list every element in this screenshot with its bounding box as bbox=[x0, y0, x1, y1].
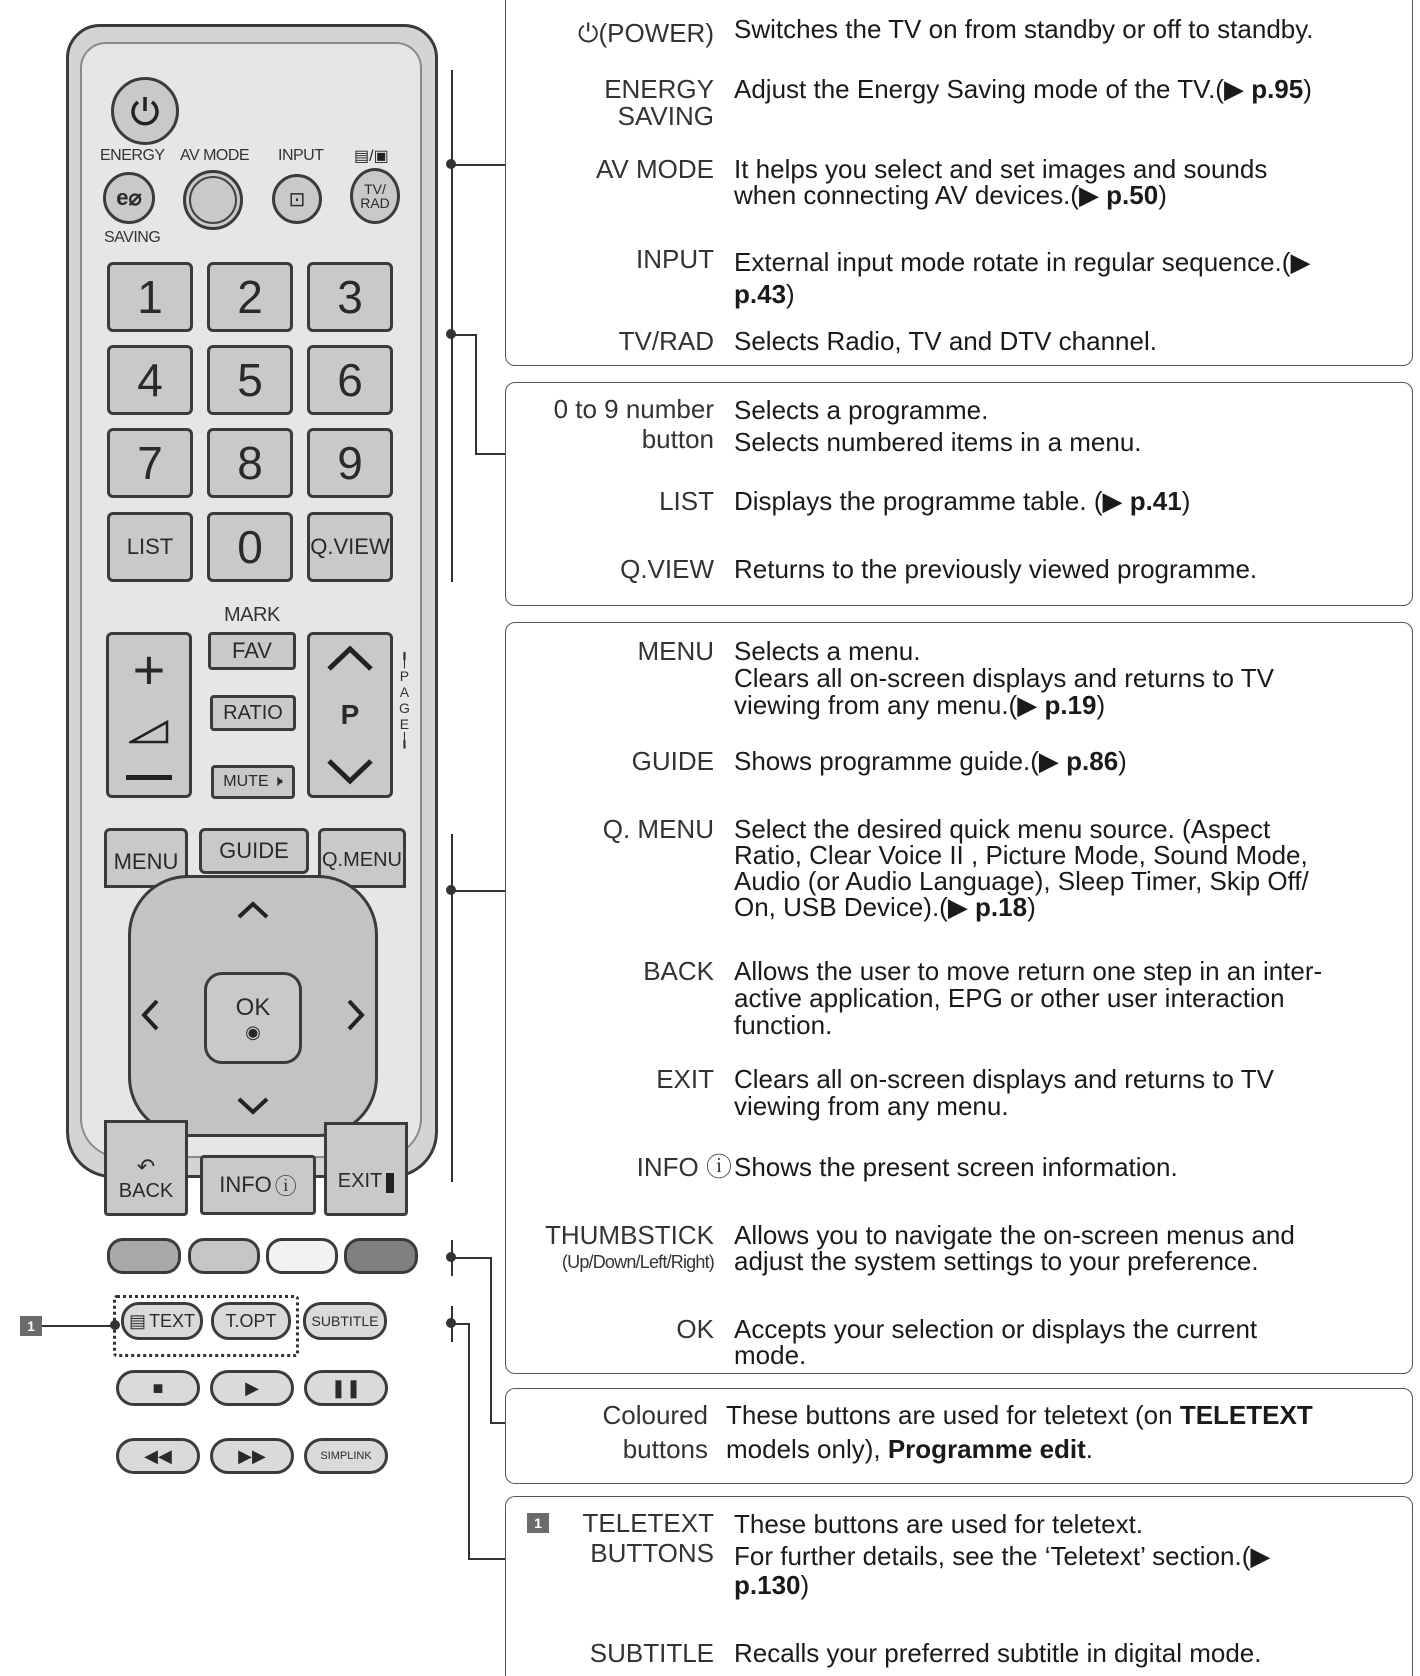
text-button[interactable] bbox=[121, 1302, 203, 1340]
back-term: BACK bbox=[643, 956, 714, 986]
arrow-icon: ▶ bbox=[1078, 180, 1107, 210]
leaf-icon: e⌀ bbox=[116, 185, 142, 210]
volume-rocker[interactable] bbox=[106, 632, 192, 798]
red-colour-button[interactable] bbox=[107, 1238, 181, 1274]
callout-marker-dot bbox=[110, 1320, 120, 1330]
nav-right-icon[interactable] bbox=[346, 998, 366, 1032]
list-desc: Displays the programme table. (▶ p.41) bbox=[734, 486, 1191, 516]
number-button-3[interactable]: 3 bbox=[307, 262, 393, 332]
input-icon: ⊡ bbox=[288, 188, 306, 211]
input-term: INPUT bbox=[636, 244, 714, 274]
number-button-2[interactable]: 2 bbox=[207, 262, 293, 332]
input-label: INPUT bbox=[278, 147, 324, 164]
back-desc: Allows the user to move return one step in an inter- active application, EPG or other user interaction function. bbox=[734, 956, 1323, 1040]
arrow-icon: ▶ bbox=[1102, 486, 1130, 516]
energy-label: ENERGY bbox=[100, 147, 165, 164]
thumbstick-term: THUMBSTICK (Up/Down/Left/Right) bbox=[545, 1220, 714, 1272]
menu-term: MENU bbox=[637, 636, 714, 666]
number-button-6[interactable]: 6 bbox=[307, 345, 393, 415]
back-button[interactable] bbox=[104, 1120, 188, 1216]
bracket-colour-link3 bbox=[490, 1422, 505, 1424]
qmenu-desc: Select the desired quick menu source. (Aspect Ratio, Clear Voice II , Picture Mode, Sound Mode, Audio (or Audio Language), Sleep Timer, Skip Off/ On, USB Device).(▶ p.18) bbox=[734, 814, 1309, 922]
bracket-menu-link bbox=[451, 890, 505, 892]
tvrad-bottom-label: RAD bbox=[360, 195, 390, 211]
rewind-button[interactable] bbox=[116, 1438, 200, 1474]
exit-label: EXIT bbox=[337, 1170, 383, 1192]
volume-ramp-icon bbox=[129, 720, 169, 744]
energy-term: ENERGY SAVING bbox=[604, 74, 714, 131]
power-icon bbox=[127, 93, 163, 129]
guide-term: GUIDE bbox=[631, 746, 714, 776]
blue-colour-button[interactable] bbox=[344, 1238, 418, 1274]
play-button[interactable] bbox=[210, 1370, 294, 1406]
number-button-7[interactable]: 7 bbox=[107, 428, 193, 498]
bracket-top bbox=[451, 70, 453, 300]
coloured-desc: These buttons are used for teletext (on TELETEXT models only), Programme edit. bbox=[726, 1400, 1313, 1464]
simplink-logo-icon: SIMPLINK bbox=[320, 1450, 372, 1462]
subtitle-term: SUBTITLE bbox=[589, 1638, 714, 1668]
subtitle-button[interactable]: SUBTITLE bbox=[303, 1302, 387, 1340]
teletext-marker: 1 bbox=[527, 1513, 549, 1533]
page-letter-g: G bbox=[399, 700, 410, 716]
mute-label: MUTE bbox=[223, 773, 269, 790]
guide-desc: Shows programme guide.(▶ p.86) bbox=[734, 746, 1127, 776]
exit-door-icon bbox=[386, 1173, 394, 1193]
numbers-desc: Selects a programme. Selects numbered items in a menu. bbox=[734, 395, 1142, 457]
volume-minus-icon bbox=[126, 775, 172, 780]
input-desc: External input mode rotate in regular sequence.(▶ p.43) bbox=[734, 247, 1311, 309]
number-button-4[interactable]: 4 bbox=[107, 345, 193, 415]
bracket-subtitle-link1 bbox=[451, 1323, 469, 1325]
number-button-5[interactable]: 5 bbox=[207, 345, 293, 415]
play-icon: ▶ bbox=[245, 1377, 259, 1398]
mute-button[interactable] bbox=[211, 765, 295, 799]
mark-label: MARK bbox=[224, 604, 280, 626]
topt-button[interactable]: T.OPT bbox=[211, 1302, 291, 1340]
number-button-9[interactable]: 9 bbox=[307, 428, 393, 498]
stop-icon: ■ bbox=[152, 1377, 164, 1398]
qview-button[interactable]: Q.VIEW bbox=[307, 512, 393, 582]
back-label: BACK bbox=[118, 1180, 174, 1202]
ok-desc: Accepts your selection or displays the current mode. bbox=[734, 1314, 1258, 1370]
info-term: INFO ⓘ bbox=[636, 1152, 732, 1182]
chevron-down-icon bbox=[325, 757, 375, 785]
ok-label: OK bbox=[235, 993, 271, 1021]
arrow-icon: ▶ bbox=[1038, 746, 1067, 776]
tvrad-top-label: TV/ bbox=[364, 181, 386, 197]
qmenu-button[interactable]: Q.MENU bbox=[318, 828, 406, 888]
thumbstick-desc: Allows you to navigate the on-screen menus and adjust the system settings to your preference. bbox=[734, 1220, 1295, 1276]
page-arrow-down-icon: ╽ bbox=[400, 732, 409, 748]
power-desc: Switches the TV on from standby or off to standby. bbox=[734, 14, 1314, 44]
arrow-icon: ▶ bbox=[1223, 74, 1252, 104]
number-button-8[interactable]: 8 bbox=[207, 428, 293, 498]
bracket-numbers-link3 bbox=[475, 453, 505, 455]
text-page-icon: ▤ bbox=[128, 1310, 146, 1331]
menu-desc: Selects a menu. Clears all on-screen displays and returns to TV viewing from any menu.(▶ p.19) bbox=[734, 636, 1274, 720]
power-term: ⏻(POWER) bbox=[577, 18, 714, 48]
nav-down-icon[interactable] bbox=[236, 1096, 270, 1116]
number-button-0[interactable]: 0 bbox=[207, 512, 293, 582]
teletext-term: TELETEXT BUTTONS bbox=[582, 1508, 714, 1568]
energy-desc: Adjust the Energy Saving mode of the TV.(▶ p.95) bbox=[734, 74, 1312, 104]
fast-forward-icon: ▶▶ bbox=[238, 1445, 266, 1466]
text-label: TEXT bbox=[149, 1310, 196, 1331]
exit-button[interactable] bbox=[324, 1122, 408, 1216]
rewind-icon: ◀◀ bbox=[144, 1445, 172, 1466]
list-button[interactable]: LIST bbox=[107, 512, 193, 582]
info-button[interactable] bbox=[200, 1155, 316, 1215]
page-arrow-up-icon: ╿ bbox=[400, 652, 409, 668]
avmode-label: AV MODE bbox=[180, 147, 250, 164]
power-symbol-icon: ⏻ bbox=[577, 18, 599, 48]
qview-term: Q.VIEW bbox=[620, 554, 714, 584]
speaker-mute-icon: 🕨 bbox=[272, 773, 283, 790]
arrow-icon: ▶ bbox=[947, 892, 976, 922]
nav-up-icon[interactable] bbox=[236, 900, 270, 920]
info-icon: ⓘ bbox=[274, 1173, 297, 1199]
arrow-icon: ▶ bbox=[1290, 247, 1311, 277]
bracket-top-link bbox=[451, 164, 505, 166]
qmenu-term: Q. MENU bbox=[602, 814, 714, 844]
av-mode-button[interactable] bbox=[183, 170, 243, 230]
callout-marker-line bbox=[42, 1325, 115, 1327]
fav-button[interactable]: FAV bbox=[208, 632, 296, 670]
number-button-1[interactable]: 1 bbox=[107, 262, 193, 332]
power-button[interactable] bbox=[111, 77, 179, 145]
menu-button[interactable]: MENU bbox=[104, 828, 188, 888]
arrow-icon: ▶ bbox=[1250, 1541, 1271, 1571]
green-colour-button[interactable] bbox=[188, 1238, 260, 1274]
avmode-desc: It helps you select and set images and sounds when connecting AV devices.(▶ p.50) bbox=[734, 154, 1268, 210]
fast-forward-button[interactable] bbox=[210, 1438, 294, 1474]
nav-left-icon[interactable] bbox=[140, 998, 160, 1032]
bracket-subtitle-link2 bbox=[468, 1323, 470, 1559]
pause-icon: ❚❚ bbox=[330, 1377, 362, 1398]
numbers-term: 0 to 9 number button bbox=[553, 394, 714, 454]
exit-desc: Clears all on-screen displays and returns to TV viewing from any menu. bbox=[734, 1064, 1274, 1121]
back-arrow-icon: ↶ bbox=[136, 1154, 156, 1179]
qview-desc: Returns to the previously viewed programme. bbox=[734, 554, 1258, 584]
arrow-icon: ▶ bbox=[1017, 690, 1045, 720]
pause-button[interactable] bbox=[304, 1370, 388, 1406]
subtitle-desc: Recalls your preferred subtitle in digital mode. bbox=[734, 1638, 1262, 1668]
bracket-colour-link1 bbox=[451, 1257, 491, 1259]
chevron-up-icon bbox=[325, 645, 375, 673]
info-label: INFO bbox=[219, 1172, 272, 1197]
info-desc: Shows the present screen information. bbox=[734, 1152, 1178, 1182]
volume-plus-icon: + bbox=[132, 638, 166, 702]
bracket-colour-link2 bbox=[490, 1257, 492, 1423]
saving-label: SAVING bbox=[104, 229, 161, 246]
yellow-colour-button[interactable] bbox=[266, 1238, 338, 1274]
bracket-numbers bbox=[451, 268, 453, 582]
input-button[interactable] bbox=[272, 174, 322, 224]
guide-button[interactable]: GUIDE bbox=[199, 828, 309, 874]
ratio-button[interactable]: RATIO bbox=[210, 695, 296, 731]
tvrad-term: TV/RAD bbox=[618, 326, 714, 356]
programme-rocker[interactable] bbox=[307, 632, 393, 798]
bracket-subtitle-link3 bbox=[468, 1558, 505, 1560]
page-letter-a: A bbox=[399, 684, 410, 700]
ok-button[interactable] bbox=[204, 972, 302, 1064]
coloured-term: Coloured buttons bbox=[602, 1400, 708, 1464]
stop-button[interactable] bbox=[116, 1370, 200, 1406]
avmode-term: AV MODE bbox=[596, 154, 714, 184]
page-label bbox=[399, 652, 410, 748]
energy-saving-button[interactable] bbox=[103, 172, 155, 224]
programme-label: P bbox=[340, 699, 360, 730]
tvrad-desc: Selects Radio, TV and DTV channel. bbox=[734, 326, 1157, 356]
list-term: LIST bbox=[659, 486, 714, 516]
callout-marker-1: 1 bbox=[20, 1316, 42, 1336]
simplink-button[interactable] bbox=[304, 1438, 388, 1474]
teletext-desc: These buttons are used for teletext. For further details, see the ‘Teletext’ section.(▶ p.130) bbox=[734, 1509, 1271, 1600]
ok-dot-icon: ◉ bbox=[245, 1021, 261, 1042]
exit-term: EXIT bbox=[656, 1064, 714, 1094]
page-letter-p: P bbox=[399, 668, 410, 684]
tv-rad-button[interactable] bbox=[350, 168, 400, 224]
tv-radio-icon: ▤/▣ bbox=[354, 148, 389, 165]
bracket-numbers-link1 bbox=[451, 334, 476, 336]
bracket-numbers-link2 bbox=[475, 334, 477, 454]
av-mode-ring-icon bbox=[189, 176, 237, 224]
page-letter-e: E bbox=[399, 716, 410, 732]
ok-term: OK bbox=[676, 1314, 714, 1344]
